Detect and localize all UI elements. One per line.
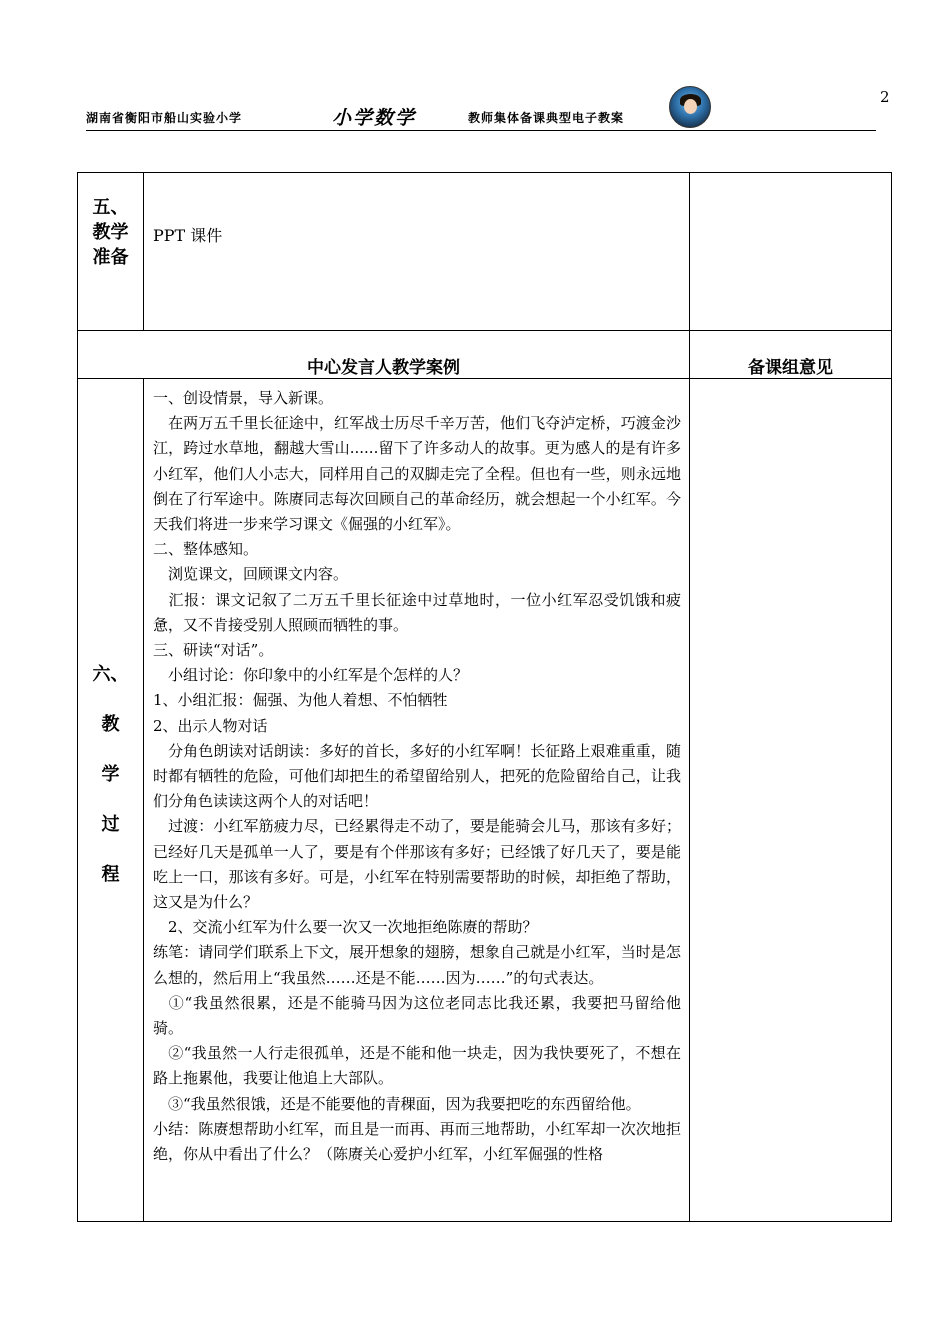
paragraph: 小结：陈赓想帮助小红军，而且是一而再、再而三地帮助，小红军却一次次地拒绝，你从中看出了什么？（陈赓关心爱护小红军，小红军倔强的性格 (153, 1119, 681, 1164)
paragraph: 2、交流小红军为什么要一次又一次地拒绝陈赓的帮助？ (153, 918, 538, 937)
school-name: 湖南省衡阳市船山实验小学 (86, 111, 243, 125)
paragraph: 在两万五千里长征途中，红军战士历尽千辛万苦，他们飞夺泸定桥，巧渡金沙江，跨过水草地，翻越大雪山......留下了许多动人的故事。更为感人的是有许多小红军，他们人小志大，同样用自己的双脚走完了全程。但也有一些，则永远地倒在了行军途中。陈赓同志每次回顾自己的革命经历，就会想起一个小红军。今天我们将进一步来学习课文《倔强的小红军》。 (153, 414, 681, 534)
paragraph: 二、整体感知。 (153, 540, 259, 559)
paragraph: 一、创设情景，导入新课。 (153, 389, 334, 407)
paragraph: ②“我虽然一人行走很孤单，还是不能和他一块走，因为我快要死了，不想在路上拖累他，我要让他追上大部队。 (153, 1044, 681, 1088)
paragraph: 三、研读“对话”。 (153, 641, 274, 660)
teaching-case-heading: 中心发言人教学案例 (78, 353, 690, 379)
teaching-process-label: 六、 教 学 过 程 (78, 379, 144, 1222)
group-opinion-heading: 备课组意见 (690, 353, 892, 379)
teaching-process-content (144, 379, 690, 1222)
page-number: 2 (880, 88, 890, 106)
teaching-preparation-content: PPT 课件 (144, 173, 690, 331)
column-heading-row (78, 353, 892, 379)
school-logo-icon (669, 86, 711, 128)
document-type: 教师集体备课典型电子教案 (468, 111, 625, 125)
teaching-process-row (78, 379, 892, 1222)
paragraph: 分角色朗读对话朗读：多好的首长，多好的小红军啊！长征路上艰难重重，随时都有牺牲的危险，可他们却把生的希望留给别人，把死的危险留给自己，让我们分角色读读这两个人的对话吧！ (153, 741, 681, 811)
page-header (86, 100, 876, 130)
paragraph: 小组讨论：你印象中的小红军是个怎样的人？ (153, 666, 469, 685)
preparation-opinion-cell (690, 173, 892, 331)
paragraph: 过渡：小红军筋疲力尽，已经累得走不动了，要是能骑会儿马，那该有多好；已经好几天是孤单一人了，要是有个伴那该有多好；已经饿了好几天了，要是能吃上一口，那该有多好。可是，小红军在特别需要帮助的时候，却拒绝了帮助，这又是为什么？ (153, 817, 681, 912)
paragraph: ①“我虽然很累，还是不能骑马因为这位老同志比我还累，我要把马留给他骑。 (153, 993, 681, 1038)
paragraph: 汇报：课文记叙了二万五千里长征途中过草地时，一位小红军忍受饥饿和疲惫，又不肯接受别人照顾而牺牲的事。 (153, 590, 681, 634)
paragraph: 2、出示人物对话 (153, 716, 268, 735)
paragraph: 1、小组汇报：倔强、为他人着想、不怕牺牲 (153, 691, 448, 710)
teaching-preparation-label: 五、 教学 准备 (78, 173, 144, 331)
lesson-plan-table (77, 172, 892, 1222)
subject-title: 小学数学 (332, 107, 417, 129)
paragraph: ③“我虽然很饿，还是不能要他的青稞面，因为我要把吃的东西留给他。 (153, 1094, 641, 1113)
paragraph: 练笔：请同学们联系上下文，展开想象的翅膀，想象自己就是小红军，当时是怎么想的，然后用上“我虽然……还是不能……因为……”的句式表达。 (153, 943, 681, 987)
header-rule (86, 130, 876, 131)
teaching-preparation-row (78, 173, 892, 331)
spacer-row (78, 331, 892, 354)
process-opinion-cell (690, 379, 892, 1222)
paragraph: 浏览课文，回顾课文内容。 (153, 565, 349, 584)
